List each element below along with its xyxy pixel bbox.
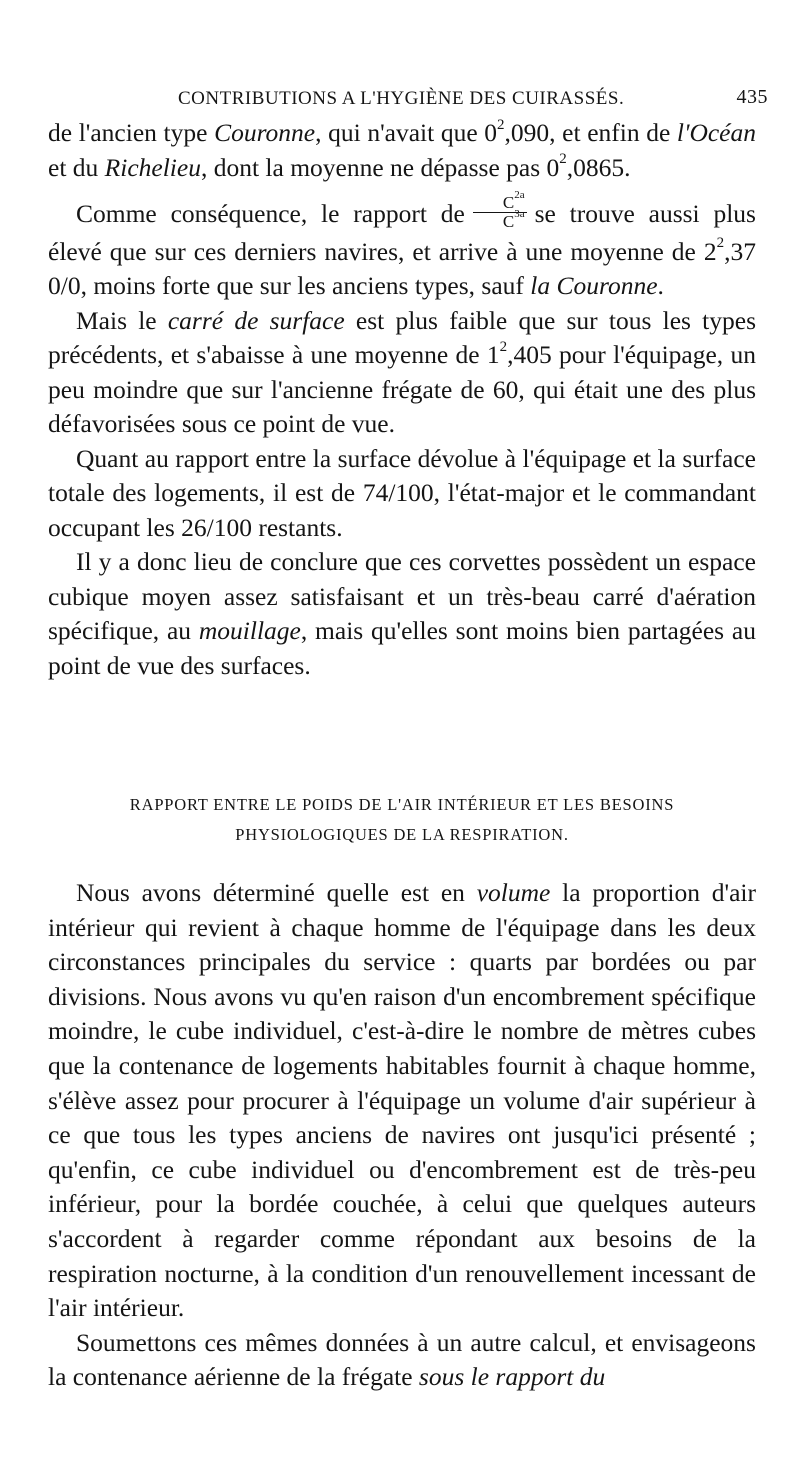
text-run: , qui n'avait que 0 bbox=[315, 118, 498, 147]
page-header bbox=[48, 84, 768, 114]
paragraph-2 bbox=[48, 188, 756, 304]
paragraph-3 bbox=[48, 304, 756, 442]
text-run: la proportion d'air intérieur qui revient à chaque homme de l'équipage dans les deux circonstances principales du service : quarts par bordées ou par divisions. Nous avons vu qu'en raison d'un encombrement spécifique moindre, le cube individuel, c'est-à-dire le nombre de mètres cubes que la contenance de logements habitables fournit à chaque homme, s'élève assez pour procurer à l'équipage un volume d'air supérieur à ce que tous les types anciens de navires ont jusqu'ici présenté ; qu'enfin, ce cube individuel ou d'encombrement est de très-peu inférieur, pour la bordée couchée, à celui que quelques auteurs s'accordent à regarder comme répondant aux besoins de la respiration nocturne, à la condition d'un renouvellement incessant de l'air intérieur. bbox=[48, 878, 756, 1323]
body-text-upper bbox=[48, 116, 756, 683]
text-run: ,0865. bbox=[566, 152, 631, 182]
text-run: Soumettons ces mêmes données à un autre calcul, et envisageons la contenance aérienne de la frégate bbox=[48, 1327, 756, 1392]
page-number: 435 bbox=[736, 86, 768, 108]
superscript: 2 bbox=[559, 151, 567, 167]
superscript: 2 bbox=[716, 235, 725, 252]
text-run: se trouve aussi plus élevé que sur ces derniers navires, et arrive à une moyenne de 2 bbox=[48, 199, 756, 266]
italic-run: Couronne bbox=[214, 118, 316, 147]
text-run: Quant au rapport entre la surface dévolue à l'équipage et la surface totale des logements, il est de 74/100, l'état-major et le commandant occupant les 26/100 restants. bbox=[48, 443, 756, 542]
paragraph-7 bbox=[48, 1326, 756, 1395]
ratio-fraction bbox=[473, 188, 527, 231]
fraction-denominator bbox=[473, 207, 527, 231]
italic-run: sous le rapport du bbox=[418, 1362, 606, 1392]
italic-run: la Couronne bbox=[530, 271, 658, 301]
paragraph-5 bbox=[48, 545, 756, 683]
text-run: ,090, et enfin de bbox=[504, 118, 677, 147]
text-run: Mais le bbox=[76, 305, 168, 335]
numerator-letter: C bbox=[502, 192, 515, 212]
italic-run: l'Océan bbox=[676, 118, 756, 147]
text-run: , mais qu'elles sont moins bien partagées au point de vue des surfaces. bbox=[48, 616, 756, 680]
paragraph-6 bbox=[48, 876, 756, 1326]
italic-run: mouillage bbox=[198, 616, 301, 646]
text-run: ,37 0/0, moins forte que sur les anciens types, sauf bbox=[48, 236, 756, 301]
text-run: est plus faible que sur tous les types précédents, et s'abaisse à une moyenne de 1 bbox=[48, 305, 757, 370]
section-heading-line-1: RAPPORT ENTRE LE POIDS DE L'AIR INTÉRIEUR ET LES BESOINS bbox=[129, 795, 675, 814]
text-run: de l'ancien type bbox=[48, 118, 215, 147]
text-run: ,405 pour l'équipage, un peu moindre que sur l'ancienne frégate de 60, qui était une des plus défavorisées sous ce point de vue. bbox=[48, 340, 756, 439]
italic-run: volume bbox=[476, 878, 551, 907]
text-run: Nous avons déterminé quelle est en bbox=[76, 878, 477, 907]
denominator-letter: C bbox=[502, 211, 515, 231]
denominator-exponent: 3a bbox=[514, 207, 525, 220]
paragraph-4 bbox=[48, 442, 756, 546]
paragraph-1 bbox=[48, 116, 756, 185]
section-heading-line-2: PHYSIOLOGIQUES DE LA RESPIRATION. bbox=[235, 825, 569, 844]
body-text-lower bbox=[48, 876, 756, 1395]
italic-run: Richelieu bbox=[104, 152, 201, 182]
text-run: Il y a donc lieu de conclure que ces corvettes possèdent un espace cubique moyen assez satisfaisant et un très-beau carré d'aération spécifique, au bbox=[48, 547, 756, 646]
superscript: 2 bbox=[497, 116, 505, 133]
superscript: 2 bbox=[499, 338, 508, 355]
text-run: Comme conséquence, le rapport de bbox=[76, 199, 465, 228]
text-run: . bbox=[657, 271, 664, 301]
text-run: et du bbox=[48, 152, 105, 182]
text-run: , dont la moyenne ne dépasse pas 0 bbox=[200, 152, 560, 182]
running-title: CONTRIBUTIONS A L'HYGIÈNE DES CUIRASSÉS. bbox=[178, 88, 625, 109]
section-heading bbox=[48, 790, 756, 850]
numerator-exponent: 2a bbox=[514, 188, 525, 201]
italic-run: carré de surface bbox=[167, 305, 345, 335]
